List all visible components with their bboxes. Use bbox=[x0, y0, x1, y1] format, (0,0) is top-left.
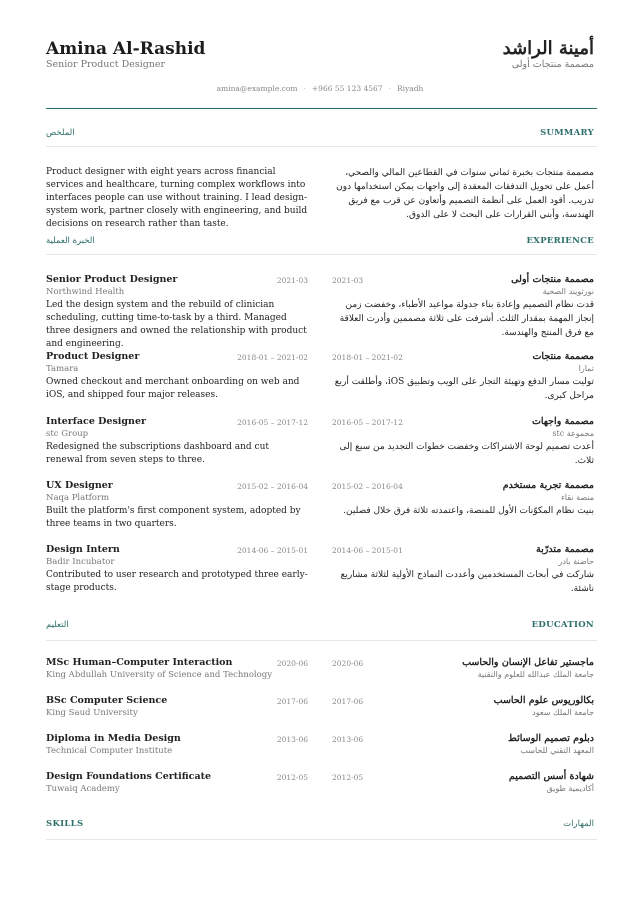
experience-date-ar: 2016-05 – 2017-12 bbox=[332, 418, 403, 427]
name-english: Amina Al-Rashid bbox=[46, 39, 206, 59]
contact-email[interactable]: amina@example.com bbox=[216, 84, 298, 93]
section-heading-summary-ar: الملخص bbox=[46, 128, 75, 138]
education-degree-ar: شهادة أسس التصميم bbox=[508, 771, 594, 782]
education-date-en: 2017-06 bbox=[276, 697, 308, 706]
experience-org-en: Naqa Platform bbox=[46, 493, 110, 503]
experience-desc-en: Redesigned the subscriptions dashboard and cut renewal from seven steps to three. bbox=[46, 442, 270, 465]
experience-desc-ar: بنيت نظام المكوّنات الأول للمنصة، واعتمدته ثلاثة فرق خلال فصلين. bbox=[343, 506, 594, 516]
section-divider bbox=[46, 640, 597, 641]
education-degree-ar: دبلوم تصميم الوسائط bbox=[508, 733, 594, 744]
experience-date-ar: 2014-06 – 2015-01 bbox=[332, 546, 403, 555]
section-heading-skills-en: SKILLS bbox=[46, 819, 84, 829]
education-degree-en: Design Foundations Certificate bbox=[46, 771, 212, 782]
experience-org-ar: مجموعة stc bbox=[552, 429, 594, 438]
experience-role-en: Design Intern bbox=[46, 544, 120, 555]
education-school-ar: جامعة الملك سعود bbox=[532, 708, 594, 717]
education-date-ar: 2012-05 bbox=[332, 773, 364, 782]
education-school-ar: جامعة الملك عبدالله للعلوم والتقنية bbox=[477, 670, 594, 679]
experience-desc-en: Owned checkout and merchant onboarding on web and iOS, and shipped four major releases. bbox=[46, 377, 300, 400]
education-school-en: Technical Computer Institute bbox=[46, 746, 173, 756]
education-date-en: 2012-05 bbox=[276, 773, 308, 782]
header-divider bbox=[46, 108, 597, 109]
contact-phone[interactable]: +966 55 123 4567 bbox=[311, 84, 383, 93]
contact-city: Riyadh bbox=[396, 84, 424, 93]
contact-line bbox=[0, 84, 640, 93]
name-arabic: أمينة الراشد bbox=[502, 38, 594, 59]
section-divider bbox=[46, 839, 597, 840]
education-date-en: 2020-06 bbox=[276, 659, 308, 668]
job-title-arabic: مصممة منتجات أولى bbox=[511, 59, 594, 70]
experience-role-ar: مصممة تجربة مستخدم bbox=[502, 480, 594, 491]
experience-role-en: Interface Designer bbox=[46, 416, 147, 427]
experience-org-en: Badir Incubator bbox=[46, 557, 115, 567]
education-degree-en: BSc Computer Science bbox=[46, 695, 168, 706]
experience-date-en: 2016-05 – 2017-12 bbox=[237, 418, 308, 427]
education-degree-ar: بكالوريوس علوم الحاسب bbox=[493, 695, 594, 706]
section-heading-summary-en: SUMMARY bbox=[540, 128, 594, 138]
experience-org-ar: نورثويند الصحية bbox=[542, 287, 594, 296]
education-degree-ar: ماجستير تفاعل الإنسان والحاسب bbox=[462, 657, 594, 668]
summary-english: Product designer with eight years across financial services and healthcare, turning complex workflows into interfaces people can use without training. I lead design-system work, partner closely with engineering, and build decisions on research rather than taste. bbox=[46, 167, 308, 229]
education-school-en: King Saud University bbox=[46, 708, 138, 718]
experience-date-en: 2015-02 – 2016-04 bbox=[237, 482, 308, 491]
experience-role-ar: مصممة متدرّبة bbox=[536, 544, 594, 555]
education-school-en: King Abdullah University of Science and Technology bbox=[46, 670, 273, 680]
experience-role-en: UX Designer bbox=[46, 480, 113, 491]
contact-separator: · bbox=[303, 84, 306, 93]
experience-role-en: Product Designer bbox=[46, 351, 140, 362]
experience-date-ar: 2021-03 bbox=[332, 276, 364, 285]
section-heading-experience-en: EXPERIENCE bbox=[526, 236, 594, 246]
experience-date-en: 2014-06 – 2015-01 bbox=[237, 546, 308, 555]
experience-org-en: stc Group bbox=[46, 429, 89, 439]
contact-separator: · bbox=[388, 84, 391, 93]
section-divider bbox=[46, 254, 597, 255]
experience-date-en: 2018-01 – 2021-02 bbox=[237, 353, 308, 362]
experience-desc-ar: أعدت تصميم لوحة الاشتراكات وخفضت خطوات التجديد من سبع إلى ثلاث. bbox=[339, 442, 594, 466]
experience-role-en: Senior Product Designer bbox=[46, 274, 178, 285]
experience-desc-en: Built the platform's first component system, adopted by three teams in two quarters. bbox=[46, 506, 301, 529]
experience-org-ar: منصة نقاء bbox=[561, 493, 594, 502]
summary-arabic: مصممة منتجات بخبرة ثماني سنوات في القطاعين المالي والصحي، أعمل على تحويل التدفقات المعقدة إلى واجهات يمكن استخدامها دون تدريب. أقود العمل على أنظمة التصميم وأتعاون عن قرب مع فريق الهندسة، وأبني القرارات على البحث لا على الذوق. bbox=[336, 168, 594, 220]
experience-org-ar: تمارا bbox=[578, 364, 594, 373]
education-degree-en: MSc Human–Computer Interaction bbox=[46, 657, 233, 668]
section-heading-skills-ar: المهارات bbox=[563, 819, 594, 829]
experience-org-ar: حاضنة بادر bbox=[558, 557, 594, 566]
education-date-ar: 2017-06 bbox=[332, 697, 364, 706]
experience-org-en: Tamara bbox=[46, 364, 79, 374]
experience-role-ar: مصممة واجهات bbox=[531, 416, 594, 427]
job-title-english: Senior Product Designer bbox=[46, 59, 166, 70]
experience-org-en: Northwind Health bbox=[46, 287, 125, 297]
education-school-en: Tuwaiq Academy bbox=[46, 784, 120, 794]
section-heading-experience-ar: الخبرة العملية bbox=[46, 236, 95, 246]
section-divider bbox=[46, 146, 597, 147]
experience-desc-ar: شاركت في أبحاث المستخدمين وأعددت النماذج الأولية لثلاثة مشاريع ناشئة. bbox=[340, 570, 594, 594]
education-school-ar: المعهد التقني للحاسب bbox=[520, 746, 594, 755]
education-date-ar: 2013-06 bbox=[332, 735, 364, 744]
education-date-en: 2013-06 bbox=[276, 735, 308, 744]
experience-desc-ar: توليت مسار الدفع وتهيئة التجار على الويب وتطبيق iOS، وأطلقت أربع مراحل كبرى. bbox=[334, 377, 594, 401]
experience-desc-en: Led the design system and the rebuild of clinician scheduling, cutting time-to-task by a third. Managed three designers and owned the relationship with product and engineering. bbox=[46, 300, 307, 349]
education-date-ar: 2020-06 bbox=[332, 659, 364, 668]
experience-date-ar: 2015-02 – 2016-04 bbox=[332, 482, 403, 491]
education-degree-en: Diploma in Media Design bbox=[46, 733, 181, 744]
section-heading-education-en: EDUCATION bbox=[531, 620, 594, 630]
experience-role-ar: مصممة منتجات bbox=[532, 351, 594, 362]
experience-desc-en: Contributed to user research and prototyped three early-stage products. bbox=[46, 570, 308, 593]
section-heading-education-ar: التعليم bbox=[46, 620, 69, 630]
experience-date-en: 2021-03 bbox=[276, 276, 308, 285]
education-school-ar: أكاديمية طويق bbox=[546, 784, 594, 793]
experience-date-ar: 2018-01 – 2021-02 bbox=[332, 353, 403, 362]
experience-desc-ar: قدت نظام التصميم وإعادة بناء جدولة مواعيد الأطباء، وخفضت زمن إنجاز المهمة بمقدار الثلث. أشرفت على ثلاثة مصممين وأدرت العلاقة مع فرق المنتج والهندسة. bbox=[339, 300, 594, 338]
experience-role-ar: مصممة منتجات أولى bbox=[511, 274, 594, 285]
